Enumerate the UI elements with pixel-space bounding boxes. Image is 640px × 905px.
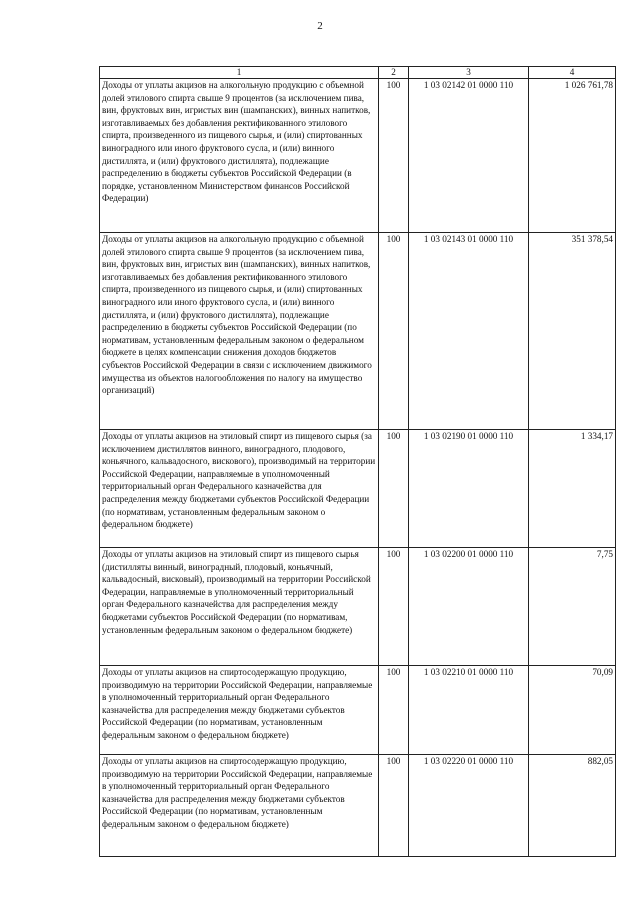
budget-classification-code: 1 03 02190 01 0000 110 — [409, 430, 529, 548]
amount: 882,05 — [529, 755, 616, 857]
admin-code: 100 — [379, 79, 409, 233]
amount: 7,75 — [529, 548, 616, 666]
revenue-name: Доходы от уплаты акцизов на алкогольную продукцию с объемной долей этилового спирта свыше 9 процентов (за исключением пива, вин, фруктовых вин, игристых вин (шампанских), винных напитков, изготавливаемых без добавления ректификованного этилового спирта, произведенного из пищевого сырья, и (или) спиртованных виноградного или иного фруктового сусла, и (или) винного дистиллята, и (или) фруктового дистиллята), подлежащие распределению в бюджеты субъектов Российской Федерации (по нормативам, установленным федеральным законом о федеральном бюджете в целях компенсации снижения доходов бюджетов субъектов Российской Федерации в связи с исключением движимого имущества из объектов налогообложения по налогу на имущество организаций) — [100, 233, 379, 430]
table-row — [100, 755, 616, 857]
admin-code: 100 — [379, 233, 409, 430]
table-row — [100, 430, 616, 548]
revenue-name: Доходы от уплаты акцизов на спиртосодержащую продукцию, производимую на территории Российской Федерации, направляемые в уполномоченный территориальный орган Федерального казначейства для распределения между бюджетами субъектов Российской Федерации (по нормативам, установленным федеральным законом о федеральном бюджете) — [100, 755, 379, 857]
table-row — [100, 79, 616, 233]
table-header-row — [100, 67, 616, 79]
amount: 70,09 — [529, 666, 616, 755]
admin-code: 100 — [379, 755, 409, 857]
budget-classification-code: 1 03 02200 01 0000 110 — [409, 548, 529, 666]
amount: 351 378,54 — [529, 233, 616, 430]
amount: 1 026 761,78 — [529, 79, 616, 233]
column-header-4: 4 — [529, 67, 616, 79]
revenue-name: Доходы от уплаты акцизов на алкогольную продукцию с объемной долей этилового спирта свыше 9 процентов (за исключением пива, вин, фруктовых вин, игристых вин (шампанских), винных напитков, изготавливаемых без добавления ректификованного этилового спирта, произведенного из пищевого сырья, и (или) спиртованных виноградного или иного фруктового сусла, и (или) винного дистиллята, и (или) фруктового дистиллята), подлежащие распределению в бюджеты субъектов Российской Федерации (в порядке, установленном Министерством финансов Российской Федерации) — [100, 79, 379, 233]
budget-classification-code: 1 03 02210 01 0000 110 — [409, 666, 529, 755]
revenue-name: Доходы от уплаты акцизов на этиловый спирт из пищевого сырья (дистилляты винный, виноградный, плодовый, коньячный, кальвадосный, висковый), производимый на территории Российской Федерации, направляемые в уполномоченный территориальный орган Федерального казначейства для распределения между бюджетами субъектов Российской Федерации (по нормативам, установленным федеральным законом о федеральном бюджете) — [100, 548, 379, 666]
admin-code: 100 — [379, 430, 409, 548]
column-header-1: 1 — [100, 67, 379, 79]
revenue-name: Доходы от уплаты акцизов на спиртосодержащую продукцию, производимую на территории Российской Федерации, направляемые в уполномоченный территориальный орган Федерального казначейства для распределения между бюджетами субъектов Российской Федерации (по нормативам, установленным федеральным законом о федеральном бюджете) — [100, 666, 379, 755]
table-row — [100, 666, 616, 755]
budget-classification-code: 1 03 02143 01 0000 110 — [409, 233, 529, 430]
budget-classification-code: 1 03 02142 01 0000 110 — [409, 79, 529, 233]
admin-code: 100 — [379, 666, 409, 755]
amount: 1 334,17 — [529, 430, 616, 548]
column-header-2: 2 — [379, 67, 409, 79]
table-row — [100, 548, 616, 666]
budget-classification-code: 1 03 02220 01 0000 110 — [409, 755, 529, 857]
revenue-table — [99, 66, 616, 857]
column-header-3: 3 — [409, 67, 529, 79]
admin-code: 100 — [379, 548, 409, 666]
table-row — [100, 233, 616, 430]
page-number: 2 — [317, 20, 323, 32]
revenue-name: Доходы от уплаты акцизов на этиловый спирт из пищевого сырья (за исключением дистиллятов винного, виноградного, плодового, коньячного, кальвадосного, вискового), производимый на территории Российской Федерации, направляемые в уполномоченный территориальный орган Федерального казначейства для распределения между бюджетами субъектов Российской Федерации (по нормативам, установленным федеральным законом о федеральном бюджете) — [100, 430, 379, 548]
